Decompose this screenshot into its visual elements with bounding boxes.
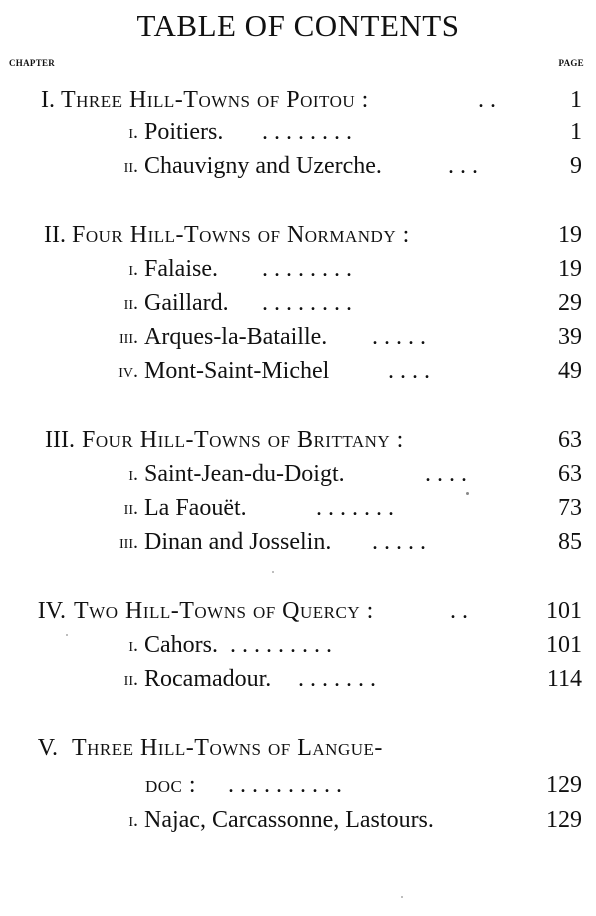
section-entry[interactable] bbox=[0, 525, 596, 559]
section-title: Dinan and Josselin. bbox=[144, 529, 332, 555]
section-number: iii. bbox=[119, 531, 138, 553]
chapter-entry[interactable] bbox=[0, 218, 596, 252]
leader-dots: . . bbox=[478, 87, 496, 113]
leader-dots: . . . . . . . . . . bbox=[228, 772, 342, 798]
chapter-title: Three Hill-Towns of Langue- bbox=[72, 735, 383, 761]
chapter-number: I. bbox=[41, 87, 55, 113]
section-title: Saint-Jean-du-Doigt. bbox=[144, 461, 345, 487]
section-number: ii. bbox=[123, 668, 138, 690]
section-entry[interactable] bbox=[0, 457, 596, 491]
page-number: 9 bbox=[570, 153, 582, 179]
chapter-entry[interactable] bbox=[0, 83, 596, 117]
chapter-entry[interactable] bbox=[0, 731, 596, 765]
page-number: 101 bbox=[546, 632, 582, 658]
section-number: iii. bbox=[119, 326, 138, 348]
leader-dots: . . . . . . . . bbox=[262, 119, 352, 145]
leader-dots: . . . . bbox=[388, 358, 430, 384]
section-number: i. bbox=[128, 463, 138, 485]
section-number: iv. bbox=[118, 360, 138, 382]
leader-dots: . . . . . bbox=[372, 529, 426, 555]
leader-dots: . . . . . bbox=[372, 324, 426, 350]
section-number: ii. bbox=[123, 155, 138, 177]
print-speck bbox=[401, 896, 403, 898]
chapter-title: Four Hill-Towns of Normandy : bbox=[72, 222, 410, 248]
page-number: 19 bbox=[558, 222, 582, 248]
chapter-number: II. bbox=[44, 222, 66, 248]
section-number: ii. bbox=[123, 497, 138, 519]
section-title: Najac, Carcassonne, Lastours. bbox=[144, 807, 434, 833]
section-title: Arques-la-Bataille. bbox=[144, 324, 328, 350]
section-title: Cahors. bbox=[144, 632, 218, 658]
section-entry[interactable] bbox=[0, 320, 596, 354]
section-entry[interactable] bbox=[0, 491, 596, 525]
section-entry[interactable] bbox=[0, 115, 596, 149]
page-number: 49 bbox=[558, 358, 582, 384]
page-number: 101 bbox=[546, 598, 582, 624]
chapter-column-label: CHAPTER bbox=[9, 58, 56, 68]
leader-dots: . . . . . . . . bbox=[262, 256, 352, 282]
chapter-number: V. bbox=[37, 735, 58, 761]
section-title: Rocamadour. bbox=[144, 666, 272, 692]
section-number: i. bbox=[128, 258, 138, 280]
page-column-label: PAGE bbox=[558, 58, 584, 68]
print-speck bbox=[272, 571, 274, 573]
leader-dots: . . . . bbox=[425, 461, 467, 487]
chapter-entry[interactable] bbox=[0, 594, 596, 628]
section-number: i. bbox=[128, 809, 138, 831]
chapter-title: doc : bbox=[145, 772, 197, 798]
section-entry[interactable] bbox=[0, 252, 596, 286]
page-number: 29 bbox=[558, 290, 582, 316]
section-entry[interactable] bbox=[0, 354, 596, 388]
page-number: 129 bbox=[546, 807, 582, 833]
section-number: ii. bbox=[123, 292, 138, 314]
section-title: Poitiers. bbox=[144, 119, 224, 145]
print-speck bbox=[66, 634, 68, 636]
chapter-entry[interactable] bbox=[0, 423, 596, 457]
section-entry[interactable] bbox=[0, 628, 596, 662]
page-number: 73 bbox=[558, 495, 582, 521]
page-number: 1 bbox=[570, 87, 582, 113]
section-number: i. bbox=[128, 634, 138, 656]
chapter-number: III. bbox=[45, 427, 75, 453]
page-number: 1 bbox=[570, 119, 582, 145]
print-speck bbox=[466, 492, 469, 495]
section-number: i. bbox=[128, 121, 138, 143]
section-title: La Faouët. bbox=[144, 495, 247, 521]
page-number: 19 bbox=[558, 256, 582, 282]
leader-dots: . . . . . . . . . bbox=[230, 632, 332, 658]
section-entry[interactable] bbox=[0, 662, 596, 696]
page-title: TABLE OF CONTENTS bbox=[136, 8, 460, 43]
chapter-number: IV. bbox=[37, 598, 66, 624]
chapter-title: Four Hill-Towns of Brittany : bbox=[82, 427, 404, 453]
page-number: 39 bbox=[558, 324, 582, 350]
leader-dots: . . . . . . . bbox=[316, 495, 394, 521]
leader-dots: . . . . . . . bbox=[298, 666, 376, 692]
section-title: Falaise. bbox=[144, 256, 218, 282]
leader-dots: . . . . . . . . bbox=[262, 290, 352, 316]
leader-dots: . . bbox=[450, 598, 468, 624]
page-number: 129 bbox=[546, 772, 582, 798]
page-number: 63 bbox=[558, 461, 582, 487]
page-number: 85 bbox=[558, 529, 582, 555]
section-entry[interactable] bbox=[0, 803, 596, 837]
section-entry[interactable] bbox=[0, 286, 596, 320]
section-title: Gaillard. bbox=[144, 290, 229, 316]
section-title: Mont-Saint-Michel bbox=[144, 358, 330, 384]
chapter-entry-continued[interactable] bbox=[0, 768, 596, 802]
leader-dots: . . . bbox=[448, 153, 478, 179]
section-title: Chauvigny and Uzerche. bbox=[144, 153, 382, 179]
page-number: 63 bbox=[558, 427, 582, 453]
chapter-title: Two Hill-Towns of Quercy : bbox=[74, 598, 374, 624]
section-entry[interactable] bbox=[0, 149, 596, 183]
chapter-title: Three Hill-Towns of Poitou : bbox=[61, 87, 369, 113]
page-number: 114 bbox=[546, 666, 582, 692]
